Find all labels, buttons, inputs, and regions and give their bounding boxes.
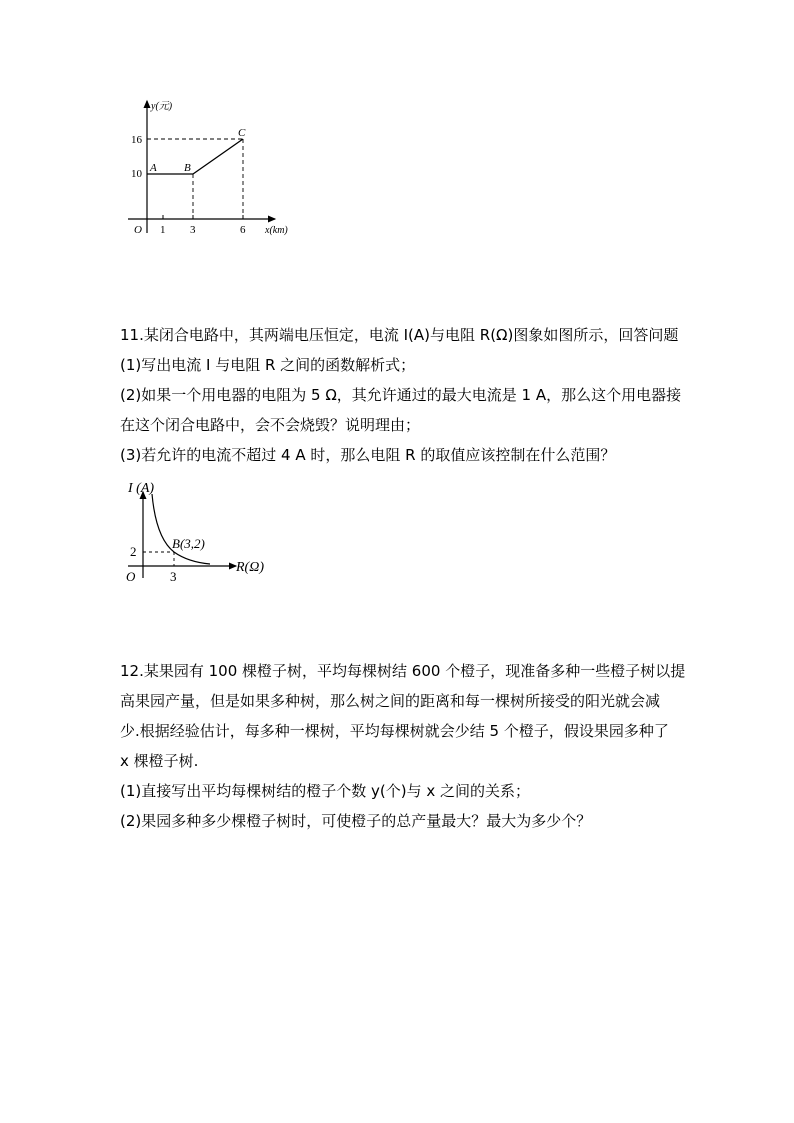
question-12-line-1: 12.某果园有 100 棵橙子树，平均每棵树结 600 个橙子，现准备多种一些橙子树以提 (120, 662, 686, 680)
x-tick-1: 1 (160, 224, 166, 236)
question-12-line-3: 少.根据经验估计，每多种一棵树，平均每棵树就会少结 5 个橙子，假设果园多种了 (120, 722, 669, 740)
y-tick-16: 16 (131, 134, 142, 146)
x-tick-6: 6 (240, 224, 246, 236)
figure-fare-graph (125, 95, 300, 244)
graph-line (147, 139, 243, 174)
i-tick-2: 2 (130, 544, 137, 559)
point-a-label: A (150, 162, 157, 174)
origin-label: O (126, 569, 136, 584)
y-axis-label: y(元) (151, 101, 173, 112)
question-12-line-2: 高果园产量，但是如果多种树，那么树之间的距离和每一棵树所接受的阳光就会减 (120, 692, 661, 710)
point-b-label: B(3,2) (172, 536, 205, 551)
r-tick-3: 3 (170, 569, 177, 584)
point-b-label: B (184, 162, 191, 174)
point-c-label: C (238, 127, 246, 139)
question-11 (120, 320, 710, 470)
figure-current-resistance-graph (118, 478, 278, 592)
y-tick-10: 10 (131, 168, 142, 180)
inverse-curve (152, 494, 210, 564)
question-11-line-2: (1)写出电流 I 与电阻 R 之间的函数解析式； (120, 356, 416, 374)
origin-label: O (134, 224, 142, 236)
question-11-line-1: 11.某闭合电路中，其两端电压恒定，电流 I(A)与电阻 R(Ω)图象如图所示，回答问题 (120, 326, 679, 344)
x-tick-3: 3 (190, 224, 196, 236)
question-11-line-5: (3)若允许的电流不超过 4 A 时，那么电阻 R 的取值应该控制在什么范围？ (120, 446, 616, 464)
r-axis-label: R(Ω) (236, 560, 264, 575)
i-axis-label: I (A) (128, 481, 155, 496)
x-axis-label: x(km) (265, 225, 288, 236)
question-12-line-5: (1)直接写出平均每棵树结的橙子个数 y(个)与 x 之间的关系； (120, 782, 531, 800)
question-11-line-4: 在这个闭合电路中，会不会烧毁？说明理由； (120, 416, 421, 434)
question-12 (120, 656, 710, 836)
question-12-line-6: (2)果园多种多少棵橙子树时，可使橙子的总产量最大？最大为多少个？ (120, 812, 592, 830)
question-11-line-3: (2)如果一个用电器的电阻为 5 Ω，其允许通过的最大电流是 1 A，那么这个用电器接 (120, 386, 682, 404)
question-12-line-4: x 棵橙子树. (120, 752, 199, 770)
